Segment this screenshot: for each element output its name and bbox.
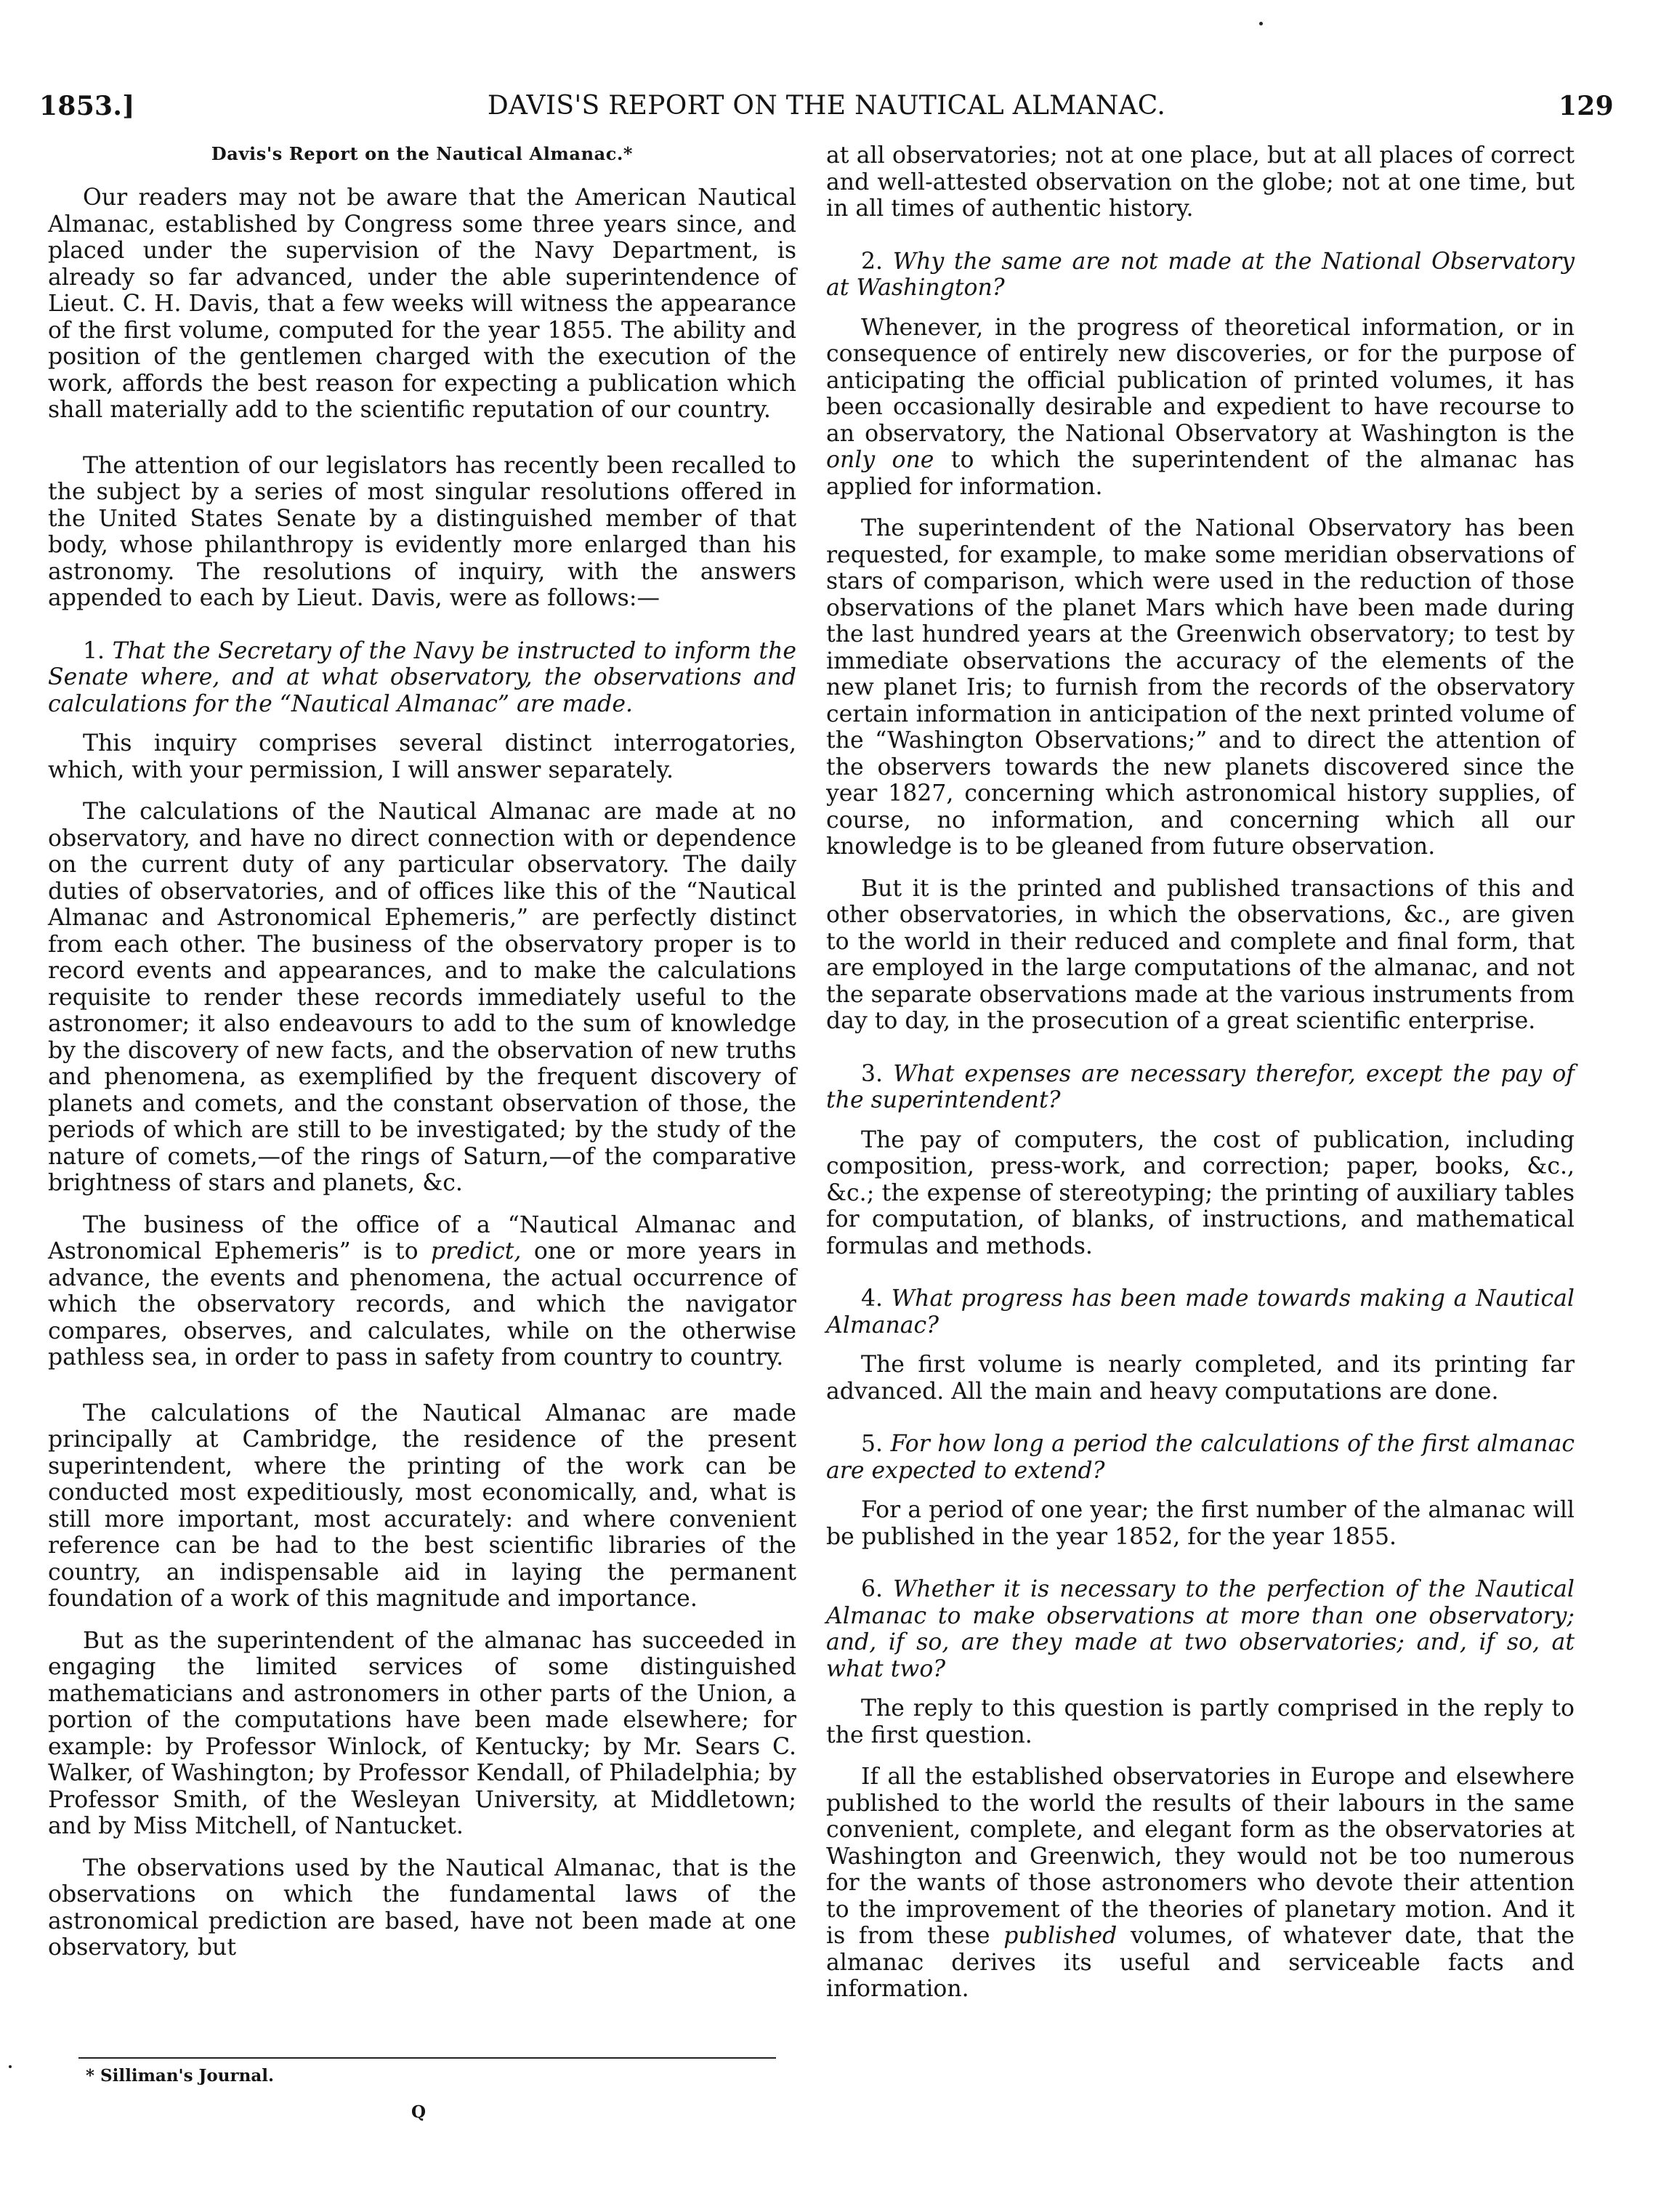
question-1-text: That the Secretary of the Navy be instructed to inform the Senate where, and at what observatory, the observations and calculations for the “Nautical Almanac” are made. [48, 637, 796, 717]
question-6-number: 6. [861, 1576, 884, 1602]
paragraph-continuation: at all observatories; not at one place, but at all places of correct and well-attested observation on the globe; not at one time, but in all times of authentic history. [826, 142, 1575, 222]
article-title: Davis's Report on the Nautical Almanac.* [211, 143, 634, 164]
question-2 [826, 249, 1575, 302]
running-head [39, 86, 1614, 126]
paragraph-washington [826, 315, 1575, 501]
paragraph-predict-emphasis: predict, [431, 1238, 522, 1264]
paragraph-superintendent: The superintendent of the National Observatory has been requested, for example, to make some meridian observations of stars of comparison, which were used in the reduction of those observations of the planet Mars which have been made during the last hundred years at the Greenwich observatory; to test by immediate observations the accuracy of the elements of the new planet Iris; to furnish from the records of the observatory certain information in anticipation of the next printed volume of the “Washington Observations;” and to direct the attention of the observers towards the new planets discovered since the year 1827, concerning which astronomical history supplies, of course, no information, and concerning which all our knowledge is to be gleaned from future observation. [826, 515, 1575, 860]
paragraph-predict-part-1: The business of the office of a “Nautical Almanac and Astronomical Ephemeris” is to [48, 1211, 796, 1264]
paragraph-observations: The observations used by the Nautical Almanac, that is the observations on which the fundamental laws of the astronomical prediction are based, have not been made at one observatory, but [48, 1854, 796, 1961]
paragraph-washington-emphasis: only one [826, 447, 934, 473]
signature-mark: Q [411, 2102, 427, 2122]
paragraph-published-volumes [826, 1764, 1575, 2003]
answer-6: The reply to this question is partly comprised in the reply to the first question. [826, 1695, 1575, 1748]
paragraph-inquiry: This inquiry comprises several distinct interrogatories, which, with your permission, I will answer separately. [48, 730, 796, 783]
paragraph-computations: But as the superintendent of the almanac has succeeded in engaging the limited services of some distinguished mathematicians and astronomers in other parts of the Union, a portion of the computations have been made elsewhere; for example: by Professor Winlock, of Kentucky; by Mr. Sears C. Walker, of Washington; by Professor Kendall, of Philadelphia; by Professor Smith, of the Wesleyan University, at Middletown; and by Miss Mitchell, of Nantucket. [48, 1627, 796, 1839]
paragraph-published-part-2: volumes, of whatever date, that the almanac derives its useful and serviceable facts and information. [826, 1923, 1575, 2002]
footnote-rule [78, 2057, 776, 2059]
paragraph-calculations: The calculations of the Nautical Almanac are made at no observatory, and have no direct connection with or dependence on the current duty of any particular observatory. The daily duties of observatories, and of offices like this of the “Nautical Almanac and Astronomical Ephemeris,” are perfectly distinct from each other. The business of the observatory proper is to record events and appearances, and to make the calculations requisite to render these records immediately useful to the astronomer; it also endeavours to add to the sum of knowledge by the discovery of new facts, and the observation of new truths and phenomena, as exemplified by the frequent discovery of planets and comets, and the constant observation of those, the periods of which are still to be investigated; by the study of the nature of comets,—of the rings of Saturn,—of the comparative brightness of stars and planets, &c. [48, 799, 796, 1196]
question-4 [826, 1285, 1575, 1339]
question-5-text: For how long a period the calculations of the first almanac are expected to extend? [826, 1431, 1575, 1484]
answer-4: The first volume is nearly completed, and its printing far advanced. All the main and heavy computations are done. [826, 1352, 1575, 1405]
paragraph-washington-part-1: Whenever, in the progress of theoretical information, or in consequence of entirely new discoveries, or for the purpose of anticipating the official publication of printed volumes, it has been occasionally desirable and expedient to have recourse to an observatory, the National Observatory at Washington is the [826, 314, 1575, 447]
paragraph-cambridge: The calculations of the Nautical Almanac are made principally at Cambridge, the residence of the present superintendent, where the printing of the work can be conducted most expeditiously, most economically, and, what is still more important, most accurately: and where convenient reference can be had to the best scientific libraries of the country, an indispensable aid in laying the permanent foundation of a work of this magnitude and importance. [48, 1400, 796, 1612]
question-1-number: 1. [83, 637, 105, 664]
question-2-text: Why the same are not made at the National Observatory at Washington? [826, 248, 1575, 301]
paragraph-legislators: The attention of our legislators has recently been recalled to the subject by a series of most singular resolutions offered in the United States Senate by a distinguished member of that body, whose philanthropy is evidently more enlarged than his astronomy. The resolutions of inquiry, with the answers appended to each by Lieut. Davis, were as follows:— [48, 452, 796, 611]
question-6 [826, 1576, 1575, 1682]
running-head-year: 1853.] [39, 91, 135, 121]
ink-speck-top [1259, 22, 1263, 25]
question-4-text: What progress has been made towards making a Nautical Almanac? [826, 1285, 1575, 1339]
question-3-text: What expenses are necessary therefor, except the pay of the superintendent? [826, 1060, 1575, 1113]
paragraph-predict [48, 1212, 796, 1371]
paragraph-intro: Our readers may not be aware that the American Nautical Almanac, established by Congress some three years since, and placed under the supervision of the Navy Department, is already so far advanced, under the able superintendence of Lieut. C. H. Davis, that a few weeks will witness the appearance of the first volume, computed for the year 1855. The ability and position of the gentlemen charged with the execution of the work, affords the best reason for expecting a publication which shall materially add to the scientific reputation of our country. [48, 185, 796, 423]
question-3 [826, 1061, 1575, 1114]
paragraph-washington-part-2: to which the superintendent of the almanac has applied for information. [826, 447, 1575, 500]
paragraph-published-emphasis: published [1003, 1923, 1118, 1949]
question-3-number: 3. [861, 1060, 884, 1087]
ink-speck-left [9, 2065, 12, 2068]
paragraph-printed-transactions: But it is the printed and published transactions of this and other observatories, in which the observations, &c., are given to the world in their reduced and complete and final form, that are employed in the large computations of the almanac, and not the separate observations made at the various instruments from day to day, in the prosecution of a great scientific enterprise. [826, 875, 1575, 1034]
question-6-text: Whether it is necessary to the perfection of the Nautical Almanac to make observations at more than one observatory; and, if so, are they made at two observatories; and, if so, at what two? [826, 1576, 1575, 1682]
question-5 [826, 1431, 1575, 1484]
answer-3: The pay of computers, the cost of publication, including composition, press-work, and correction; paper, books, &c., &c.; the expense of stereotyping; the printing of auxiliary tables for computation, of blanks, of instructions, and mathematical formulas and methods. [826, 1126, 1575, 1259]
running-head-title: DAVIS'S REPORT ON THE NAUTICAL ALMANAC. [487, 91, 1166, 121]
paragraph-predict-part-2: one or more years in advance, the events and phenomena, the actual occurrence of which the observatory records, and which the navigator compares, observes, and calculates, while on the otherwise pathless sea, in order to pass in safety from country to country. [48, 1238, 797, 1371]
question-4-number: 4. [861, 1285, 884, 1312]
question-1 [48, 638, 796, 718]
page-number: 129 [1558, 91, 1614, 121]
question-5-number: 5. [861, 1431, 884, 1457]
footnote: * Silliman's Journal. [86, 2066, 274, 2086]
question-2-number: 2. [861, 248, 884, 275]
paragraph-published-part-1: If all the established observatories in Europe and elsewhere published to the world the results of their labours in the same convenient, complete, and elegant form as the observatories at Washington and Greenwich, they would not be too numerous for the wants of those astronomers who devote their attention to the improvement of the theories of planetary motion. And it is from these [826, 1764, 1575, 1949]
left-column [48, 142, 796, 1977]
answer-5: For a period of one year; the first number of the almanac will be published in the year 1852, for the year 1855. [826, 1497, 1575, 1550]
right-column [826, 142, 1575, 2018]
